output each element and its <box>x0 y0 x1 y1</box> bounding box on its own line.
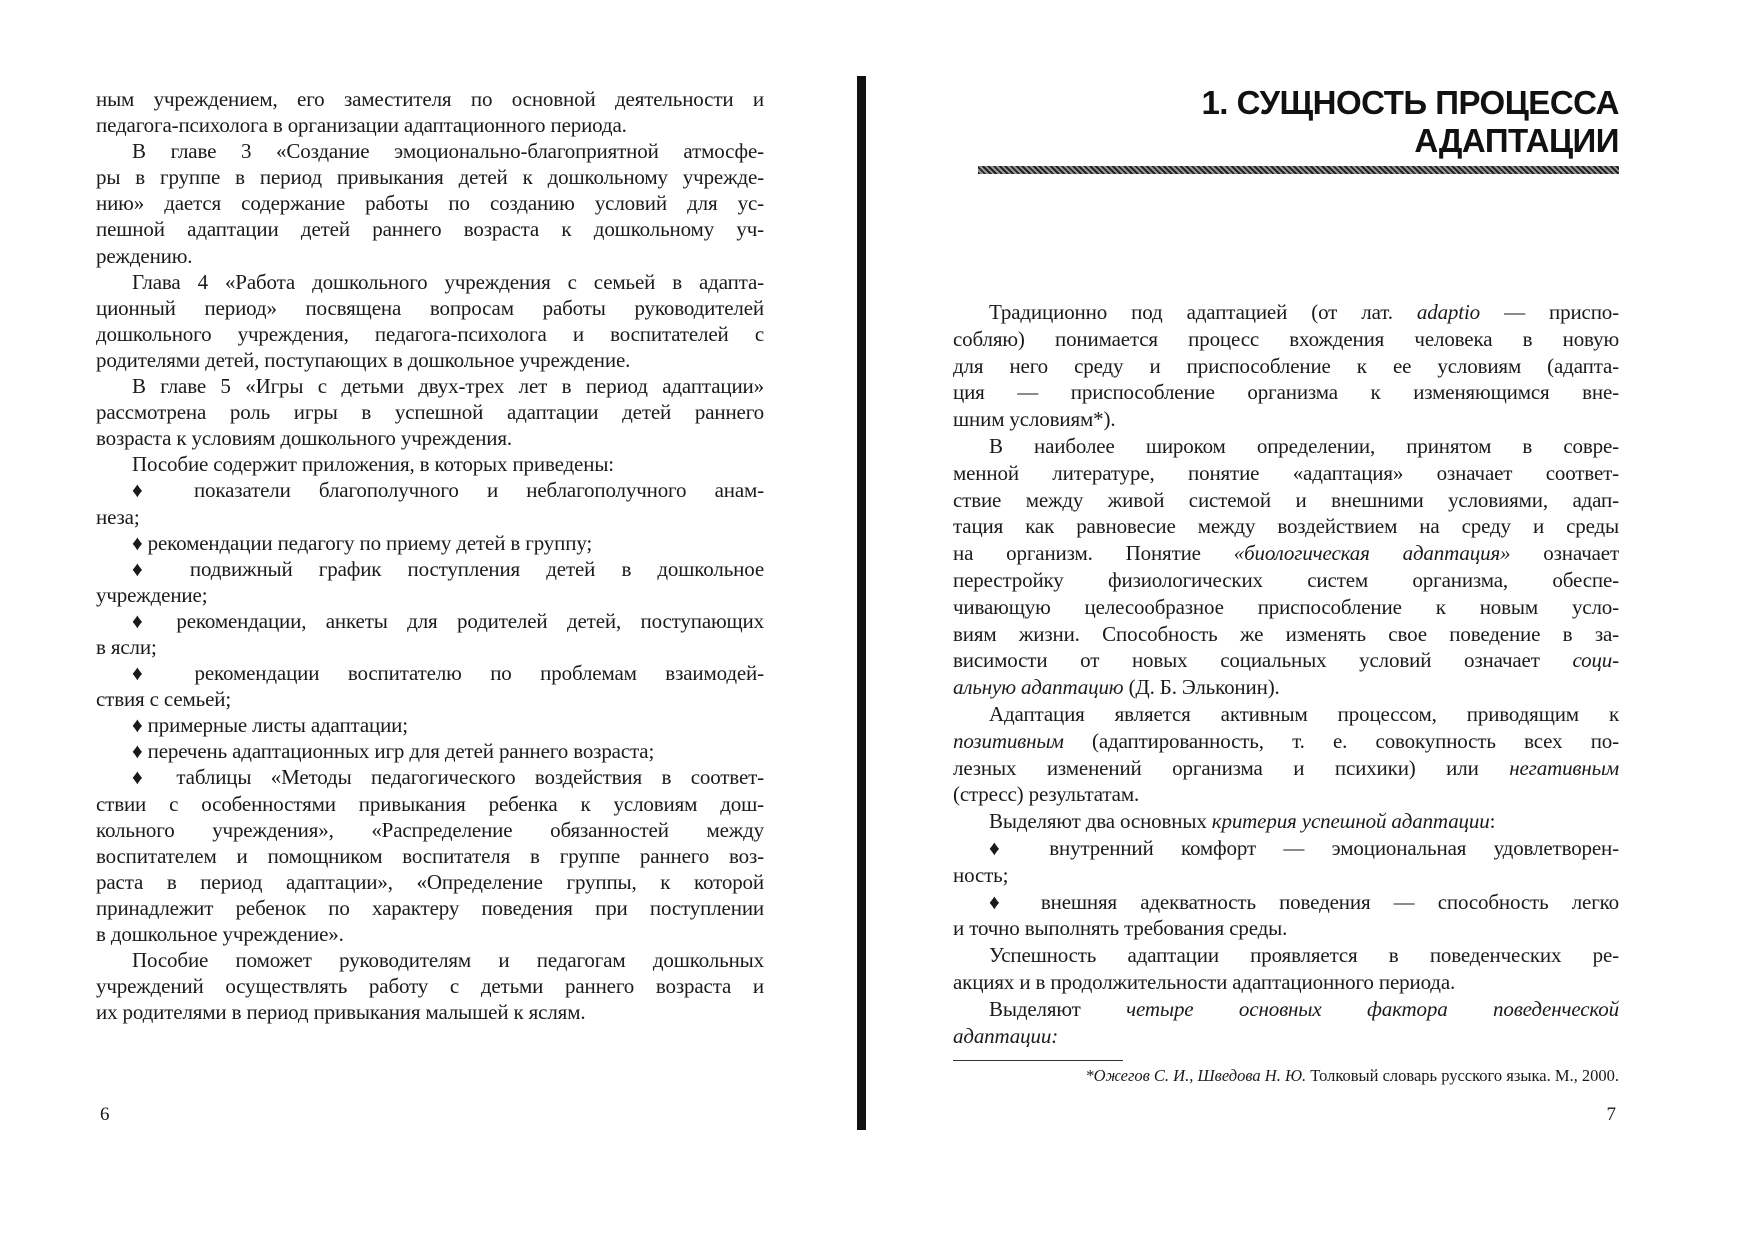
text-segment: учреждений осуществлять работу с детьми раннего возраста и <box>96 974 764 999</box>
text-segment: ♦ рекомендации педагогу по приему детей в группу; <box>132 530 593 555</box>
text-segment: для него среду и приспособление к ее условиям (адапта- <box>953 353 1619 378</box>
text-segment: ры в группе в период привыкания детей к дошкольному учрежде- <box>96 165 764 190</box>
italic-term: adaptio <box>1416 300 1480 324</box>
paragraph <box>96 373 764 451</box>
paragraph <box>953 701 1619 808</box>
text-line <box>96 451 764 477</box>
text-line <box>953 1023 1619 1050</box>
text-segment: перестройку физиологических систем организма, обеспе- <box>953 567 1619 592</box>
text-line <box>96 190 764 216</box>
text-segment: ционный период» посвящена вопросам работы руководителей <box>96 295 764 320</box>
text-line <box>953 487 1619 514</box>
text-line <box>953 862 1619 889</box>
text-line <box>953 728 1619 755</box>
text-line <box>953 353 1619 380</box>
paragraph <box>96 530 764 556</box>
text-line <box>953 594 1619 621</box>
text-segment: Успешность адаптации проявляется в поведенческих ре- <box>989 943 1619 968</box>
text-segment: Адаптация является активным процессом, приводящим к <box>989 701 1619 726</box>
text-line <box>96 321 764 347</box>
text-segment: реждению. <box>96 243 193 268</box>
paragraph <box>96 556 764 608</box>
paragraph <box>96 138 764 268</box>
text-line <box>96 216 764 242</box>
text-segment: Выделяют два основных <box>989 809 1212 834</box>
text-line <box>96 347 764 373</box>
text-line <box>96 764 764 790</box>
italic-term: позитивным <box>953 728 1064 753</box>
text-line <box>96 164 764 190</box>
text-line <box>96 712 764 738</box>
text-segment: тация как равновесие между воздействием на среду и среды <box>953 514 1619 539</box>
text-line <box>953 996 1619 1023</box>
text-segment: Пособие содержит приложения, в которых приведены: <box>132 452 614 477</box>
text-segment: воспитателем и помощником воспитателя в группе раннего воз- <box>96 843 764 868</box>
italic-term: четыре основных фактора поведенческой <box>1126 996 1619 1021</box>
text-line <box>96 86 764 112</box>
text-line <box>953 299 1619 326</box>
text-segment: : <box>1489 809 1496 834</box>
text-segment: Выделяют <box>989 996 1127 1021</box>
text-segment: ствие между живой системой и внешними условиями, адап- <box>953 487 1619 512</box>
text-line <box>96 504 764 530</box>
text-line <box>953 808 1619 835</box>
text-line <box>96 138 764 164</box>
text-line <box>953 379 1619 406</box>
text-segment: ♦ рекомендации, анкеты для родителей детей, поступающих <box>132 608 764 633</box>
text-segment: неза; <box>96 504 140 529</box>
text-segment: на организм. Понятие <box>953 541 1234 566</box>
page-number-left: 6 <box>100 1104 110 1125</box>
text-segment: ♦ таблицы «Методы педагогического воздействия в соответ- <box>132 765 764 790</box>
italic-term: альную адаптацию <box>953 675 1124 700</box>
text-segment: их родителями в период привыкания малышей к яслям. <box>96 1000 586 1025</box>
italic-term: негативным <box>1509 755 1619 780</box>
text-line <box>953 647 1619 674</box>
paragraph <box>953 433 1619 701</box>
text-line <box>953 433 1619 460</box>
text-segment: В главе 3 «Создание эмоционально-благоприятной атмосфе- <box>132 139 764 164</box>
text-segment: ность; <box>953 862 1009 887</box>
text-line <box>96 112 764 138</box>
text-line <box>96 295 764 321</box>
text-segment: (Д. Б. Эльконин). <box>1123 675 1280 700</box>
paragraph <box>96 477 764 529</box>
text-segment: ствия с семьей; <box>96 687 232 712</box>
text-segment: принадлежит ребенок по характеру поведения при поступлении <box>96 895 764 920</box>
text-line <box>953 969 1619 996</box>
paragraph <box>96 947 764 1025</box>
text-segment: в ясли; <box>96 634 157 659</box>
text-segment: ция — приспособление организма к изменяющимся вне- <box>953 380 1619 405</box>
text-segment: Пособие поможет руководителям и педагогам дошкольных <box>132 948 764 973</box>
text-segment: ♦ внутренний комфорт — эмоциональная удовлетворен- <box>989 835 1619 860</box>
text-line <box>96 947 764 973</box>
paragraph <box>953 808 1619 835</box>
text-segment: означает <box>1510 541 1619 566</box>
text-line <box>953 406 1619 433</box>
text-segment: родителями детей, поступающих в дошкольное учреждение. <box>96 347 631 372</box>
text-segment: висимости от новых социальных условий означает <box>953 648 1573 673</box>
text-segment: дошкольного учреждения, педагога-психолога и воспитателей с <box>96 321 764 346</box>
text-segment: В наиболее широком определении, принятом в совре- <box>989 433 1619 458</box>
text-segment: акциях и в продолжительности адаптационного периода. <box>953 969 1456 994</box>
footnote-text: Толковый словарь русского языка. М., 2000. <box>1306 1066 1619 1085</box>
text-line <box>953 513 1619 540</box>
text-line <box>96 843 764 869</box>
italic-term: соци- <box>1572 648 1619 673</box>
paragraph <box>953 996 1619 1050</box>
chapter-heading <box>1201 84 1619 160</box>
text-line <box>96 477 764 503</box>
text-segment: собляю) понимается процесс вхождения человека в новую <box>953 326 1619 351</box>
text-segment: Традиционно под адаптацией (от лат. <box>989 300 1417 324</box>
text-line <box>96 399 764 425</box>
text-line <box>96 895 764 921</box>
italic-term: критерия успешной адаптации <box>1211 809 1490 834</box>
footnote <box>1085 1066 1619 1086</box>
text-segment: раста в период адаптации», «Определение группы, к которой <box>96 869 764 894</box>
text-segment: ♦ примерные листы адаптации; <box>132 713 408 738</box>
text-line <box>96 791 764 817</box>
text-line <box>953 889 1619 916</box>
text-line <box>953 621 1619 648</box>
text-segment: чивающую целесообразное приспособление к новым усло- <box>953 594 1619 619</box>
footnote-separator <box>953 1060 1123 1061</box>
text-line <box>953 781 1619 808</box>
text-segment: лезных изменений организма и психики) или <box>953 755 1510 780</box>
text-line <box>953 701 1619 728</box>
paragraph <box>96 269 764 373</box>
text-segment: (адаптированность, т. е. совокупность всех по- <box>1063 728 1619 753</box>
text-segment: ♦ подвижный график поступления детей в дошкольное <box>132 556 764 581</box>
text-line <box>953 460 1619 487</box>
text-segment: и точно выполнять требования среды. <box>953 916 1288 941</box>
paragraph <box>96 738 764 764</box>
page-number-right: 7 <box>1606 1104 1616 1125</box>
paragraph <box>96 86 764 138</box>
text-line <box>96 425 764 451</box>
text-line <box>96 582 764 608</box>
text-segment: ♦ внешняя адекватность поведения — способность легко <box>989 889 1619 914</box>
text-segment: менной литературе, понятие «адаптация» означает соответ- <box>953 460 1619 485</box>
text-segment: учреждение; <box>96 582 208 607</box>
text-segment: нию» дается содержание работы по созданию условий для ус- <box>96 191 764 216</box>
paragraph <box>96 660 764 712</box>
text-segment: ♦ перечень адаптационных игр для детей раннего возраста; <box>132 739 655 764</box>
text-line <box>953 540 1619 567</box>
text-segment: ♦ показатели благополучного и неблагополучного анам- <box>132 478 764 503</box>
text-line <box>96 738 764 764</box>
text-line <box>953 755 1619 782</box>
chapter-heading-line-1: 1. СУЩНОСТЬ ПРОЦЕССА <box>1201 84 1619 121</box>
text-segment: виям жизни. Способность же изменять свое поведение в за- <box>953 621 1619 646</box>
heading-pattern-rule <box>978 166 1619 174</box>
text-line <box>953 674 1619 701</box>
paragraph <box>953 889 1619 943</box>
text-line <box>96 999 764 1025</box>
text-line <box>96 530 764 556</box>
text-line <box>96 869 764 895</box>
text-segment: — приспо- <box>1480 300 1619 324</box>
text-line <box>96 634 764 660</box>
footnote-marker: * <box>1085 1066 1094 1085</box>
text-line <box>96 686 764 712</box>
text-segment: ствии с особенностями привыкания ребенка к условиям дош- <box>96 791 764 816</box>
text-segment: Глава 4 «Работа дошкольного учреждения с семьей в адапта- <box>132 269 764 294</box>
text-segment: в дошкольное учреждение». <box>96 922 344 946</box>
text-segment: ным учреждением, его заместителя по основной деятельности и <box>96 87 764 111</box>
text-segment: шним условиям*). <box>953 407 1116 432</box>
paragraph <box>953 299 1619 433</box>
text-line <box>96 373 764 399</box>
text-segment: возраста к условиям дошкольного учреждения. <box>96 426 513 451</box>
book-spine-shadow <box>857 76 866 1130</box>
footnote-authors: Ожегов С. И., Шведова Н. Ю. <box>1093 1066 1307 1085</box>
text-line <box>953 326 1619 353</box>
right-page-body <box>953 299 1619 1049</box>
text-segment: (стресс) результатам. <box>953 782 1140 807</box>
text-line <box>953 567 1619 594</box>
text-line <box>96 973 764 999</box>
text-line <box>96 608 764 634</box>
text-line <box>96 660 764 686</box>
paragraph <box>953 942 1619 996</box>
chapter-heading-line-2: АДАПТАЦИИ <box>1414 122 1619 159</box>
paragraph <box>96 451 764 477</box>
text-line <box>96 921 764 947</box>
text-segment: В главе 5 «Игры с детьми двух-трех лет в период адаптации» <box>132 374 764 399</box>
text-line <box>953 835 1619 862</box>
text-segment: пешной адаптации детей раннего возраста к дошкольному уч- <box>96 217 764 242</box>
italic-term: адаптации: <box>953 1023 1059 1048</box>
text-line <box>96 556 764 582</box>
paragraph <box>96 764 764 947</box>
text-line <box>96 269 764 295</box>
text-segment: рассмотрена роль игры в успешной адаптации детей раннего <box>96 400 764 425</box>
paragraph <box>953 835 1619 889</box>
text-segment: ♦ рекомендации воспитателю по проблемам взаимодей- <box>132 661 764 686</box>
left-page-body <box>96 86 764 1025</box>
text-line <box>953 942 1619 969</box>
text-line <box>96 817 764 843</box>
text-line <box>96 243 764 269</box>
paragraph <box>96 608 764 660</box>
italic-term: «биологическая адаптация» <box>1233 541 1511 566</box>
text-line <box>953 915 1619 942</box>
paragraph <box>96 712 764 738</box>
text-segment: кольного учреждения», «Распределение обязанностей между <box>96 817 764 842</box>
text-segment: педагога-психолога в организации адаптационного периода. <box>96 113 627 138</box>
